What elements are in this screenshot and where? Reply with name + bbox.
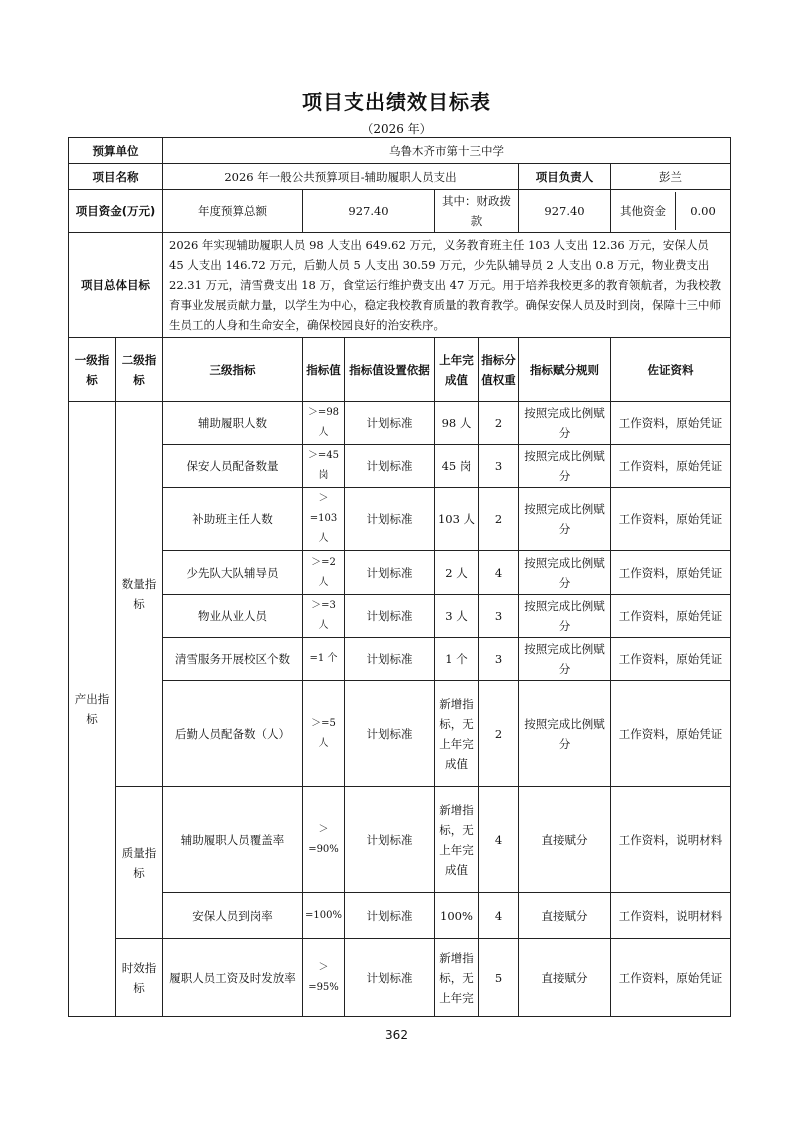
indicator-evidence: 工作资料，原始凭证 [611, 681, 731, 787]
table-row [69, 595, 731, 638]
table-row [69, 681, 731, 787]
project-owner-value: 彭兰 [611, 164, 731, 190]
indicator-rule: 直接赋分 [519, 787, 611, 893]
indicator-value: ＞ =103 人 [303, 488, 345, 551]
indicator-value: =1 个 [303, 638, 345, 681]
indicator-rule: 按照完成比例赋分 [519, 595, 611, 638]
indicator-rule: 直接赋分 [519, 939, 611, 1017]
group-output: 产出指标 [69, 402, 116, 1017]
table-row [69, 445, 731, 488]
group-quality: 质量指标 [116, 787, 163, 939]
page-title: 项目支出绩效目标表 [302, 90, 491, 114]
indicator-value: ＞=98 人 [303, 402, 345, 445]
indicator-weight: 5 [479, 939, 519, 1017]
indicator-weight: 3 [479, 595, 519, 638]
indicator-evidence: 工作资料，说明材料 [611, 893, 731, 939]
table-row [69, 638, 731, 681]
indicator-rule: 按照完成比例赋分 [519, 445, 611, 488]
project-name-value: 2026 年一般公共预算项目-辅助履职人员支出 [163, 164, 519, 190]
indicator-value: ＞ =90% [303, 787, 345, 893]
indicator-evidence: 工作资料，原始凭证 [611, 551, 731, 595]
col-last-year: 上年完成值 [435, 338, 479, 402]
indicator-name: 补助班主任人数 [163, 488, 303, 551]
indicator-name: 辅助履职人员覆盖率 [163, 787, 303, 893]
indicator-last-year: 100% [435, 893, 479, 939]
fund-label: 项目资金(万元) [69, 190, 163, 233]
unit-label: 预算单位 [69, 138, 163, 164]
indicator-last-year: 103 人 [435, 488, 479, 551]
col-level3: 三级指标 [163, 338, 303, 402]
project-owner-label: 项目负责人 [519, 164, 611, 190]
indicator-basis: 计划标准 [345, 638, 435, 681]
indicator-evidence: 工作资料，原始凭证 [611, 488, 731, 551]
indicator-basis: 计划标准 [345, 595, 435, 638]
col-level1: 一级指标 [69, 338, 116, 402]
indicator-value: ＞=5 人 [303, 681, 345, 787]
fiscal-label: 其中：财政拨款 [435, 190, 519, 233]
indicator-name: 保安人员配备数量 [163, 445, 303, 488]
indicator-name: 物业从业人员 [163, 595, 303, 638]
unit-value: 乌鲁木齐市第十三中学 [163, 138, 731, 164]
indicator-weight: 2 [479, 488, 519, 551]
indicator-rule: 按照完成比例赋分 [519, 551, 611, 595]
indicator-last-year: 新增指标，无上年完成值 [435, 681, 479, 787]
project-name-label: 项目名称 [69, 164, 163, 190]
indicator-last-year: 2 人 [435, 551, 479, 595]
indicator-basis: 计划标准 [345, 402, 435, 445]
col-value: 指标值 [303, 338, 345, 402]
indicator-last-year: 3 人 [435, 595, 479, 638]
indicator-basis: 计划标准 [345, 445, 435, 488]
indicator-basis: 计划标准 [345, 551, 435, 595]
indicator-evidence: 工作资料，原始凭证 [611, 939, 731, 1017]
table-row [69, 939, 731, 1017]
indicator-weight: 2 [479, 681, 519, 787]
other-funds-cell [611, 190, 731, 233]
indicator-weight: 3 [479, 638, 519, 681]
indicator-name: 履职人员工资及时发放率 [163, 939, 303, 1017]
group-timeliness: 时效指标 [116, 939, 163, 1017]
annual-budget-value: 927.40 [303, 190, 435, 233]
indicator-basis: 计划标准 [345, 787, 435, 893]
indicator-evidence: 工作资料，原始凭证 [611, 402, 731, 445]
table-row [69, 787, 731, 893]
indicator-weight: 3 [479, 445, 519, 488]
indicator-rule: 按照完成比例赋分 [519, 638, 611, 681]
annual-budget-label: 年度预算总额 [163, 190, 303, 233]
table-row [69, 893, 731, 939]
table-row [69, 488, 731, 551]
indicator-rule: 直接赋分 [519, 893, 611, 939]
table-row [69, 402, 731, 445]
indicator-rule: 按照完成比例赋分 [519, 681, 611, 787]
indicator-basis: 计划标准 [345, 488, 435, 551]
year-label: （2026 年） [361, 122, 432, 136]
indicator-value: =100% [303, 893, 345, 939]
indicator-evidence: 工作资料，说明材料 [611, 787, 731, 893]
indicator-weight: 4 [479, 787, 519, 893]
indicator-weight: 4 [479, 893, 519, 939]
table-row [69, 551, 731, 595]
indicator-last-year: 新增指标，无上年完成值 [435, 787, 479, 893]
indicator-value: ＞=3 人 [303, 595, 345, 638]
other-funds-value: 0.00 [690, 204, 716, 218]
indicator-last-year: 1 个 [435, 638, 479, 681]
col-weight: 指标分值权重 [479, 338, 519, 402]
indicator-last-year: 新增指标，无上年完 [435, 939, 479, 1017]
indicator-evidence: 工作资料，原始凭证 [611, 445, 731, 488]
indicator-evidence: 工作资料，原始凭证 [611, 638, 731, 681]
performance-table [68, 137, 731, 1017]
fiscal-value: 927.40 [519, 190, 611, 233]
indicator-last-year: 98 人 [435, 402, 479, 445]
overall-goal-label: 项目总体目标 [69, 233, 163, 338]
indicator-basis: 计划标准 [345, 939, 435, 1017]
indicator-name: 辅助履职人数 [163, 402, 303, 445]
col-level2: 二级指标 [116, 338, 163, 402]
indicator-weight: 4 [479, 551, 519, 595]
col-rule: 指标赋分规则 [519, 338, 611, 402]
indicator-name: 后勤人员配备数（人） [163, 681, 303, 787]
indicator-rule: 按照完成比例赋分 [519, 402, 611, 445]
indicator-value: ＞=45 岗 [303, 445, 345, 488]
overall-goal-text: 2026 年实现辅助履职人员 98 人支出 649.62 万元，义务教育班主任 103 人支出 12.36 万元，安保人员 45 人支出 146.72 万元，后勤人员 5 人支出 30.59 万元，少先队辅导员 2 人支出 0.8 万元，物业费支出 22.31 万元，清雪费支出 18 万，食堂运行维护费支出 47 万元。用于培养我校更多的教育领航者，为我校教育事业发展贡献力量，以学生为中心，稳定我校教育质量的教育教学。确保安保人员及时到岗，保障十三中师生员工的人身和生命安全，确保校园良好的治安秩序。 [163, 233, 731, 338]
indicator-basis: 计划标准 [345, 681, 435, 787]
indicator-last-year: 45 岗 [435, 445, 479, 488]
indicator-name: 清雪服务开展校区个数 [163, 638, 303, 681]
col-evidence: 佐证资料 [611, 338, 731, 402]
indicator-rule: 按照完成比例赋分 [519, 488, 611, 551]
page-number: 362 [385, 1028, 408, 1042]
indicator-basis: 计划标准 [345, 893, 435, 939]
indicator-value: ＞=2 人 [303, 551, 345, 595]
indicator-name: 安保人员到岗率 [163, 893, 303, 939]
indicator-name: 少先队大队辅导员 [163, 551, 303, 595]
col-basis: 指标值设置依据 [345, 338, 435, 402]
indicator-value: ＞ =95% [303, 939, 345, 1017]
indicator-weight: 2 [479, 402, 519, 445]
other-funds-label: 其他资金 [611, 192, 676, 230]
indicator-evidence: 工作资料，原始凭证 [611, 595, 731, 638]
group-quantity: 数量指标 [116, 402, 163, 787]
